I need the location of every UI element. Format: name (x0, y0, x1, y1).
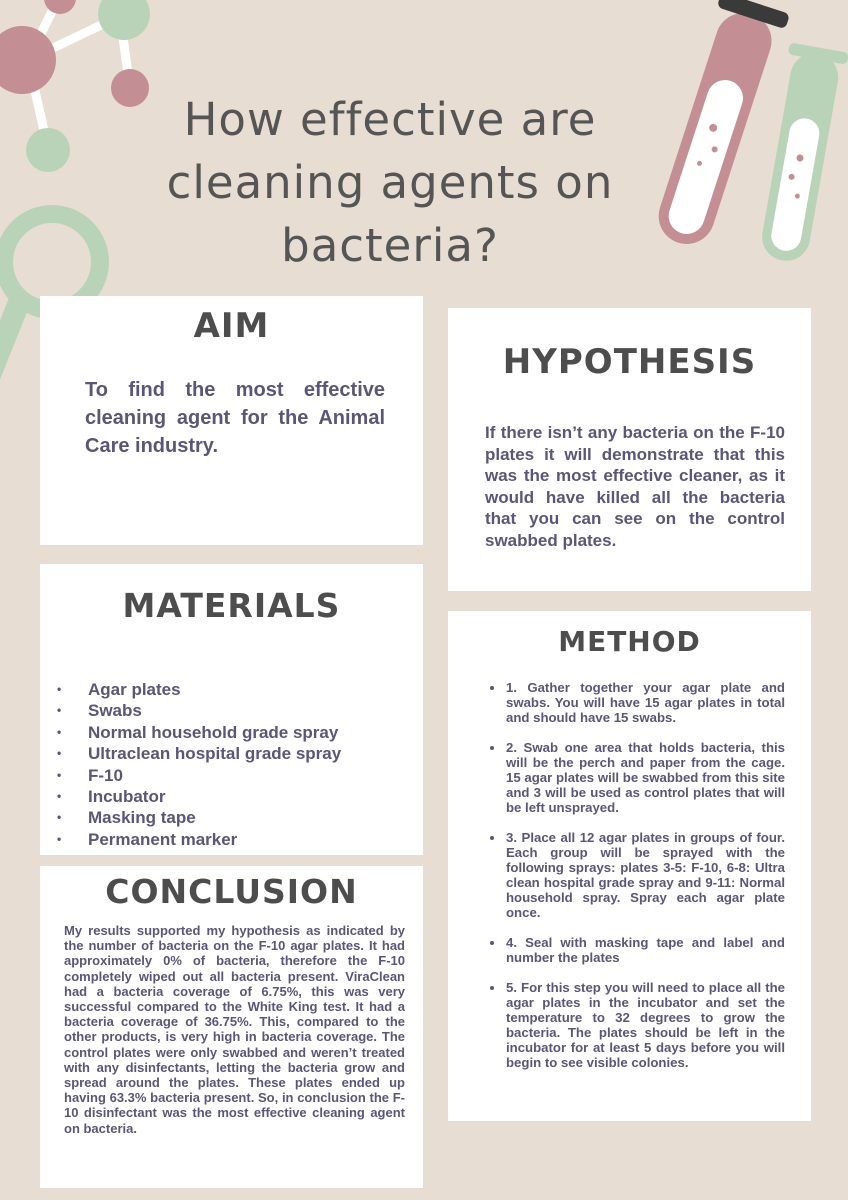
method-step: 1. Gather together your agar plate and swabs. You will have 15 agar plates in total and should have 15 swabs. (486, 680, 785, 725)
method-heading: METHOD (558, 625, 701, 658)
bullet-icon: • (57, 746, 62, 761)
hypothesis-text: If there isn’t any bacteria on the F-10 plates it will demonstrate that this was the most effective cleaner, as it would have killed all the bacteria that you can see on the control swabbed plates. (485, 423, 785, 550)
list-item: • Ultraclean hospital grade spray (57, 744, 342, 764)
test-tube-green-icon (752, 42, 848, 265)
method-step: 4. Seal with masking tape and label and number the plates (486, 935, 785, 965)
method-card (448, 611, 811, 1121)
materials-list (40, 679, 423, 850)
list-item: • Permanent marker (57, 829, 238, 849)
method-step: 2. Swab one area that holds bacteria, this will be the perch and paper from the cage. 15 agar plates will be swabbed from this site and 3 will be used as control plates that will be left unsprayed. (486, 740, 785, 815)
list-item: • Masking tape (57, 808, 196, 828)
list-item: • Agar plates (57, 680, 181, 699)
list-item: • Incubator (57, 787, 166, 807)
conclusion-card (40, 866, 423, 1188)
bullet-icon: • (57, 703, 62, 718)
page-title: How effective are cleaning agents on bacteria? (166, 93, 614, 272)
bullet-icon: • (57, 831, 62, 846)
hypothesis-card (448, 308, 811, 591)
bullet-icon: • (57, 789, 62, 804)
list-item: • Normal household grade spray (57, 722, 339, 742)
conclusion-text: My results supported my hypothesis as indicated by the number of bacteria on the F-10 agar plates. It had approximately 0% of bacteria, therefore the F-10 completely wiped out all bacteria present. ViraClean had a bacteria coverage of 6.75%, this was very successful compared to the White King test. It had a bacteria coverage of 36.75%. This, compared to the other products, is very high in bacteria coverage. The control plates were only swabbed and weren’t treated with any disinfectants, letting the bacteria grow and spread around the plates. These plates ended up having 63.3% bacteria present. So, in conclusion the F-10 disinfectant was the most effective cleaning agent on bacteria. (64, 923, 405, 1136)
hypothesis-heading: HYPOTHESIS (502, 342, 757, 382)
bullet-icon: • (57, 682, 62, 696)
method-step: 5. For this step you will need to place all the agar plates in the incubator and set the temperature to 32 degrees to grow the bacteria. The plates should be left in the incubator for at least 5 days before you will begin to see visible colonies. (486, 980, 785, 1070)
conclusion-heading: CONCLUSION (105, 872, 358, 911)
aim-text: To find the most effective cleaning agent for the Animal Care industry. (85, 379, 385, 457)
aim-heading: AIM (193, 306, 270, 346)
bullet-icon: • (57, 724, 62, 739)
method-list (486, 680, 785, 1070)
list-item: • Swabs (57, 701, 142, 721)
list-item: • F-10 (57, 765, 123, 785)
aim-card (40, 296, 423, 545)
materials-heading: MATERIALS (122, 586, 341, 625)
bullet-icon: • (57, 810, 62, 825)
bullet-icon: • (57, 767, 62, 782)
materials-card (40, 564, 423, 855)
method-step: 3. Place all 12 agar plates in groups of four. Each group will be sprayed with the following sprays: plates 3-5: F-10, 6-8: Ultra clean hospital grade spray and 9-11: Normal household spray. Spray each agar plate once. (486, 830, 785, 920)
